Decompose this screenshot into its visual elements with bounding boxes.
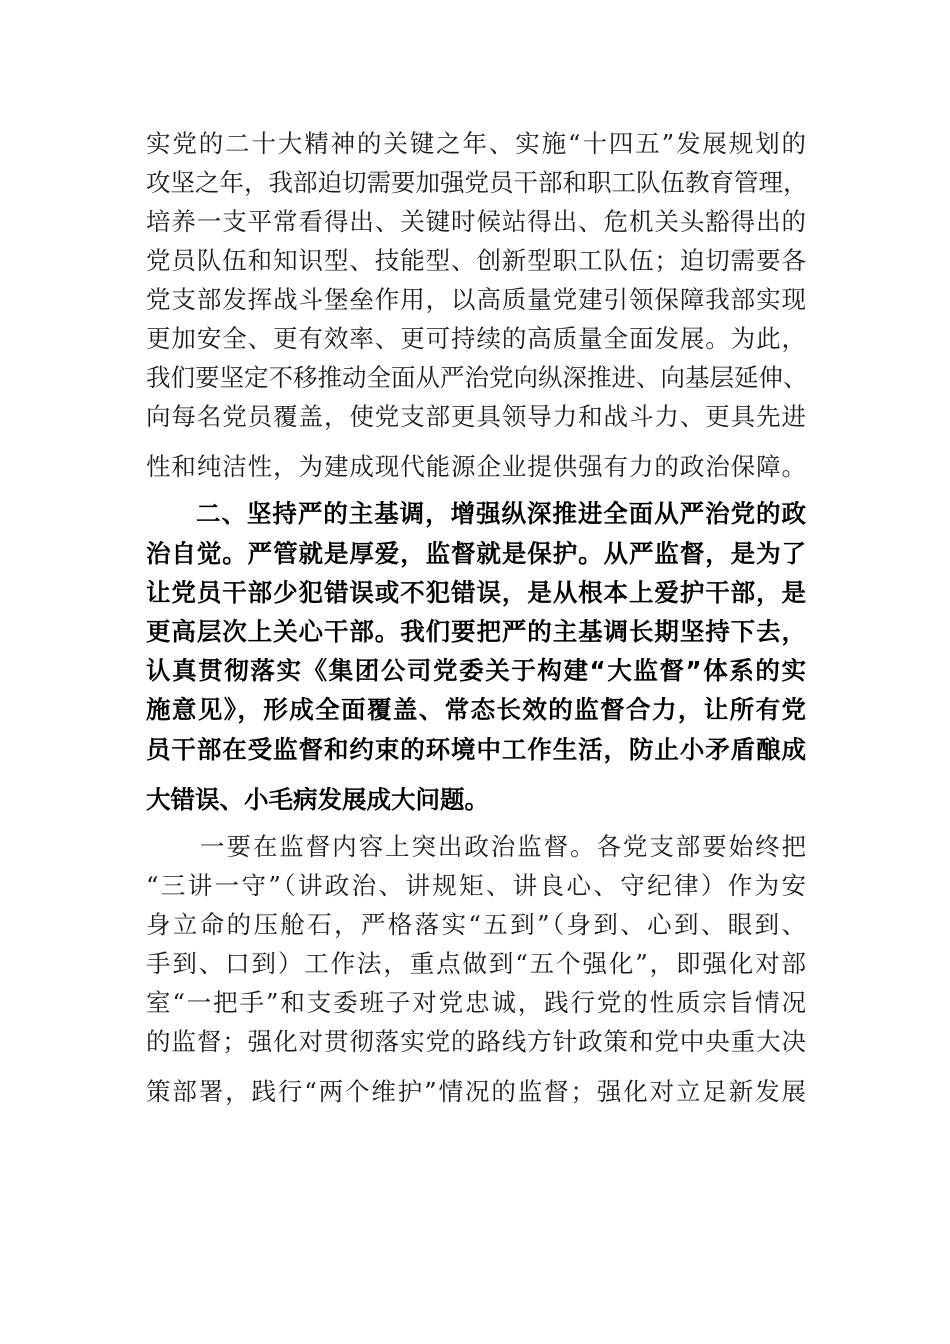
paragraph-line: 一要在监督内容上突出政治监督。各党支部要始终把 [200,832,806,861]
paragraph-line: 党员队伍和知识型、技能型、创新型职工队伍；迫切需要各 [146,246,806,275]
paragraph-line: 更加安全、更有效率、更可持续的高质量全面发展。为此， [146,324,806,353]
section-heading-line: 更高层次上关心干部。我们要把严的主基调长期坚持下去， [146,617,806,646]
paragraph-line: 性和纯洁性，为建成现代能源企业提供强有力的政治保障。 [146,452,806,481]
section-heading-line: 大错误、小毛病发展成大问题。 [146,785,489,814]
paragraph-line: 室“一把手”和支委班子对党忠诚，践行党的性质宗旨情况 [146,988,806,1017]
paragraph-line: 我们要坚定不移推动全面从严治党向纵深推进、向基层延伸、 [146,363,808,392]
section-heading-line: 施意见》，形成全面覆盖、常态长效的监督合力，让所有党 [146,695,806,724]
paragraph-line: 向每名党员覆盖，使党支部更具领导力和战斗力、更具先进 [146,402,806,431]
paragraph-line: 党支部发挥战斗堡垒作用，以高质量党建引领保障我部实现 [146,285,806,314]
paragraph-line: 实党的二十大精神的关键之年、实施“十四五”发展规划的 [146,129,806,158]
paragraph-line: 身立命的压舱石，严格落实“五到”（身到、心到、眼到、 [146,910,806,939]
section-heading-line: 员干部在受监督和约束的环境中工作生活，防止小矛盾酿成 [146,735,806,764]
paragraph-line: 培养一支平常看得出、关键时候站得出、危机关头豁得出的 [146,207,806,236]
section-heading-line: 认真贯彻落实《集团公司党委关于构建“大监督”体系的实 [146,656,806,685]
paragraph-line: “三讲一守”（讲政治、讲规矩、讲良心、守纪律）作为安 [146,871,806,900]
section-heading-line: 二、坚持严的主基调，增强纵深推进全面从严治党的政 [196,499,806,528]
section-heading-line: 治自觉。严管就是厚爱，监督就是保护。从严监督，是为了 [146,539,806,568]
section-heading-line: 让党员干部少犯错误或不犯错误，是从根本上爱护干部，是 [146,578,806,607]
paragraph-line: 攻坚之年，我部迫切需要加强党员干部和职工队伍教育管理， [146,168,808,197]
paragraph-line: 策部署，践行“两个维护”情况的监督；强化对立足新发展 [146,1077,806,1106]
paragraph-line: 的监督；强化对贯彻落实党的路线方针政策和党中央重大决 [146,1027,806,1056]
paragraph-line: 手到、口到）工作法，重点做到“五个强化”，即强化对部 [146,949,806,978]
